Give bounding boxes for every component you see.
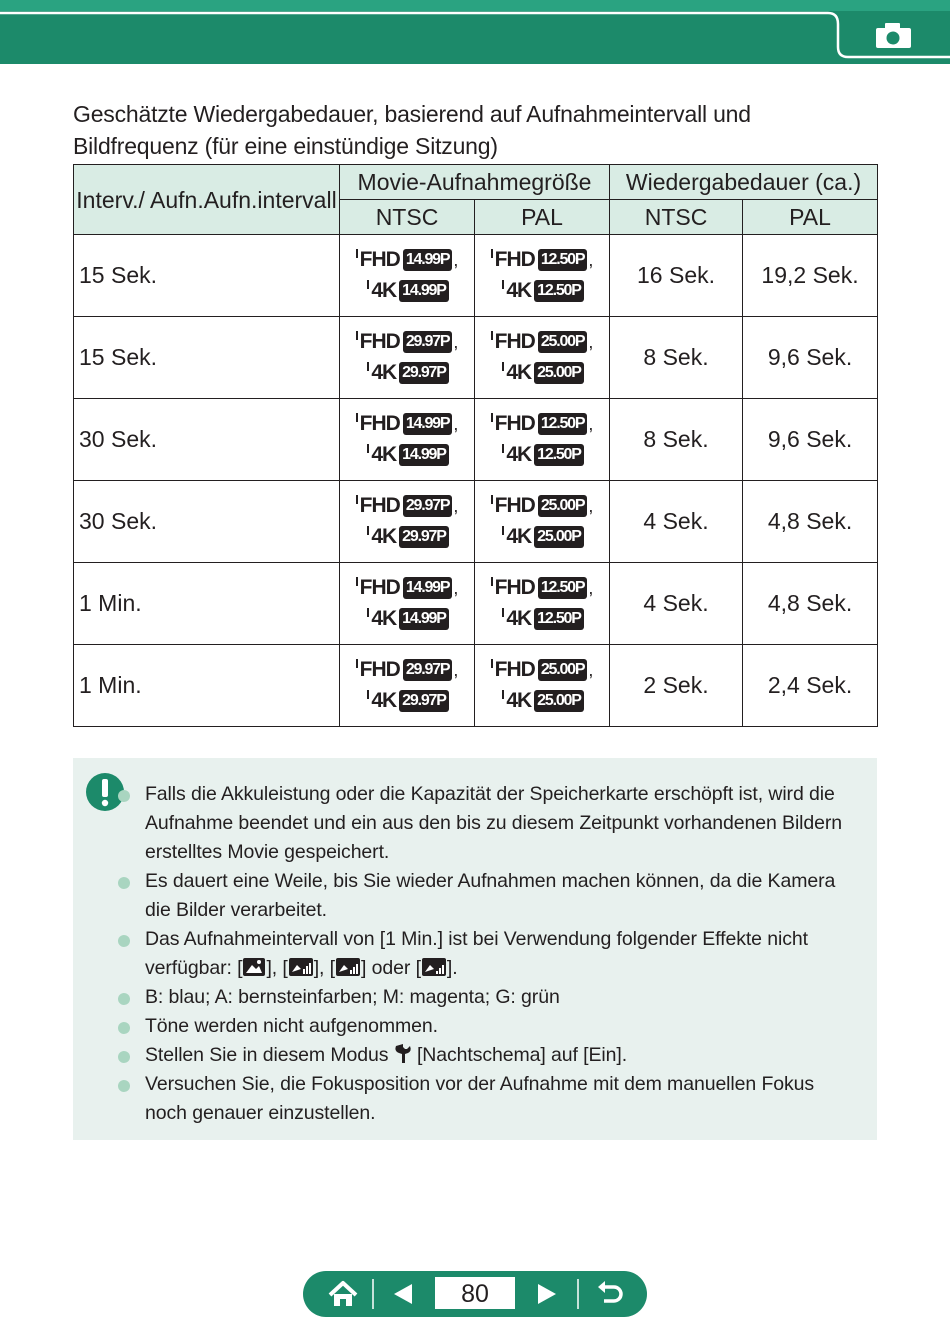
frame-rate-badge: 12.50P	[538, 249, 588, 271]
frame-rate-badge: 29.97P	[399, 690, 449, 712]
note-item-effects: Das Aufnahmeintervall von [1 Min.] ist bei Verwendung folgender Effekte nicht verfügbar: [ ], [ ], [ ] oder [ ].	[145, 925, 845, 983]
k4-icon: 4K	[367, 361, 396, 385]
playback-table	[73, 164, 878, 727]
frame-rate-badge: 14.99P	[399, 444, 449, 466]
interval-cell: 15 Sek.	[74, 317, 340, 399]
playback-pal-cell: 4,8 Sek.	[743, 563, 878, 645]
left-triangle-icon	[378, 1271, 428, 1317]
frame-rate-badge: 14.99P	[403, 249, 453, 271]
playback-ntsc-cell: 8 Sek.	[610, 317, 743, 399]
effect-icon-4	[421, 957, 447, 977]
frame-rate-badge: 14.99P	[399, 280, 449, 302]
wrench-icon	[394, 1044, 412, 1064]
k4-icon: 4K	[502, 443, 531, 467]
pal-size-cell: FHD 12.50P , 4K 12.50P	[475, 399, 610, 481]
fhd-icon: FHD	[491, 248, 535, 272]
ntsc-size-cell: FHD 29.97P , 4K 29.97P	[340, 645, 475, 727]
table-row	[74, 645, 878, 727]
next-page-button[interactable]	[522, 1271, 572, 1317]
frame-rate-badge: 29.97P	[399, 362, 449, 384]
prev-page-button[interactable]	[378, 1271, 428, 1317]
subheader-ntsc-playback: NTSC	[610, 200, 743, 235]
frame-rate-badge: 12.50P	[534, 444, 584, 466]
frame-rate-badge: 14.99P	[403, 577, 453, 599]
pal-size-cell: FHD 25.00P , 4K 25.00P	[475, 317, 610, 399]
frame-rate-badge: 25.00P	[534, 362, 584, 384]
fhd-icon: FHD	[356, 576, 400, 600]
fhd-icon: FHD	[356, 330, 400, 354]
fhd-icon: FHD	[491, 658, 535, 682]
ntsc-size-cell: FHD 29.97P , 4K 29.97P	[340, 481, 475, 563]
frame-rate-badge: 29.97P	[399, 526, 449, 548]
frame-rate-badge: 29.97P	[403, 331, 453, 353]
interval-cell: 30 Sek.	[74, 481, 340, 563]
playback-ntsc-cell: 4 Sek.	[610, 481, 743, 563]
note-item: Töne werden nicht aufgenommen.	[145, 1012, 845, 1041]
interval-cell: 15 Sek.	[74, 235, 340, 317]
frame-rate-badge: 14.99P	[403, 413, 453, 435]
frame-rate-badge: 25.00P	[538, 659, 588, 681]
frame-rate-badge: 14.99P	[399, 608, 449, 630]
ntsc-size-cell: FHD 29.97P , 4K 29.97P	[340, 317, 475, 399]
playback-ntsc-cell: 8 Sek.	[610, 399, 743, 481]
k4-icon: 4K	[502, 279, 531, 303]
table-row	[74, 317, 878, 399]
table-row	[74, 399, 878, 481]
fhd-icon: FHD	[356, 248, 400, 272]
frame-rate-badge: 25.00P	[534, 690, 584, 712]
k4-icon: 4K	[502, 361, 531, 385]
k4-icon: 4K	[367, 689, 396, 713]
subheader-pal: PAL	[475, 200, 610, 235]
header-playback: Wiedergabedauer (ca.)	[610, 165, 878, 200]
notes-list	[145, 780, 845, 1128]
subheader-pal-playback: PAL	[743, 200, 878, 235]
fhd-icon: FHD	[356, 412, 400, 436]
fhd-icon: FHD	[491, 576, 535, 600]
frame-rate-badge: 29.97P	[403, 495, 453, 517]
fhd-icon: FHD	[356, 494, 400, 518]
table-row	[74, 481, 878, 563]
playback-pal-cell: 2,4 Sek.	[743, 645, 878, 727]
header-movie-size: Movie-Aufnahmegröße	[340, 165, 610, 200]
note-item: Versuchen Sie, die Fokusposition vor der Aufnahme mit dem manuellen Fokus noch genauer einzustellen.	[145, 1070, 845, 1128]
interval-cell: 30 Sek.	[74, 399, 340, 481]
k4-icon: 4K	[367, 279, 396, 303]
pal-size-cell: FHD 25.00P , 4K 25.00P	[475, 645, 610, 727]
back-button[interactable]	[584, 1271, 636, 1317]
right-triangle-icon	[522, 1271, 572, 1317]
table-row	[74, 235, 878, 317]
home-button[interactable]	[318, 1271, 370, 1317]
header-interval: Interv./ Aufn.Aufn.intervall	[74, 165, 340, 235]
frame-rate-badge: 12.50P	[534, 280, 584, 302]
playback-pal-cell: 19,2 Sek.	[743, 235, 878, 317]
k4-icon: 4K	[502, 525, 531, 549]
frame-rate-badge: 12.50P	[538, 577, 588, 599]
ntsc-size-cell: FHD 14.99P , 4K 14.99P	[340, 235, 475, 317]
home-icon	[318, 1271, 370, 1317]
note-item-night: Stellen Sie in diesem Modus [Nachtschema] auf [Ein].	[145, 1041, 845, 1070]
playback-pal-cell: 9,6 Sek.	[743, 399, 878, 481]
pal-size-cell: FHD 25.00P , 4K 25.00P	[475, 481, 610, 563]
pal-size-cell: FHD 12.50P , 4K 12.50P	[475, 563, 610, 645]
caution-box	[73, 758, 877, 1140]
interval-cell: 1 Min.	[74, 563, 340, 645]
intro-text: Geschätzte Wiedergabedauer, basierend auf Aufnahmeintervall und Bildfrequenz (für eine einstündige Sitzung)	[73, 101, 751, 159]
fhd-icon: FHD	[491, 494, 535, 518]
frame-rate-badge: 12.50P	[534, 608, 584, 630]
ntsc-size-cell: FHD 14.99P , 4K 14.99P	[340, 563, 475, 645]
pal-size-cell: FHD 12.50P , 4K 12.50P	[475, 235, 610, 317]
playback-ntsc-cell: 16 Sek.	[610, 235, 743, 317]
playback-pal-cell: 4,8 Sek.	[743, 481, 878, 563]
note-item: Falls die Akkuleistung oder die Kapazität der Speicherkarte erschöpft ist, wird die Aufnahme beendet und ein aus den bis zu diesem Zeitpunkt vorhandenen Bildern erstelltes Movie gespeichert.	[145, 780, 845, 867]
effect-icon-3	[335, 957, 361, 977]
note-item: Es dauert eine Weile, bis Sie wieder Aufnahmen machen können, da die Kamera die Bilder verarbeitet.	[145, 867, 845, 925]
frame-rate-badge: 25.00P	[538, 331, 588, 353]
page-number: 80	[435, 1277, 515, 1309]
fhd-icon: FHD	[491, 330, 535, 354]
playback-ntsc-cell: 2 Sek.	[610, 645, 743, 727]
frame-rate-badge: 25.00P	[534, 526, 584, 548]
k4-icon: 4K	[502, 607, 531, 631]
note-item: B: blau; A: bernsteinfarben; M: magenta; G: grün	[145, 983, 845, 1012]
interval-cell: 1 Min.	[74, 645, 340, 727]
k4-icon: 4K	[367, 607, 396, 631]
table-row	[74, 563, 878, 645]
effect-icon-1	[242, 957, 266, 977]
k4-icon: 4K	[502, 689, 531, 713]
return-icon	[584, 1271, 636, 1317]
frame-rate-badge: 29.97P	[403, 659, 453, 681]
playback-pal-cell: 9,6 Sek.	[743, 317, 878, 399]
fhd-icon: FHD	[491, 412, 535, 436]
frame-rate-badge: 12.50P	[538, 413, 588, 435]
subheader-ntsc: NTSC	[340, 200, 475, 235]
k4-icon: 4K	[367, 443, 396, 467]
ntsc-size-cell: FHD 14.99P , 4K 14.99P	[340, 399, 475, 481]
effect-icon-2	[288, 957, 314, 977]
playback-ntsc-cell: 4 Sek.	[610, 563, 743, 645]
fhd-icon: FHD	[356, 658, 400, 682]
header-bar	[0, 0, 950, 64]
frame-rate-badge: 25.00P	[538, 495, 588, 517]
k4-icon: 4K	[367, 525, 396, 549]
